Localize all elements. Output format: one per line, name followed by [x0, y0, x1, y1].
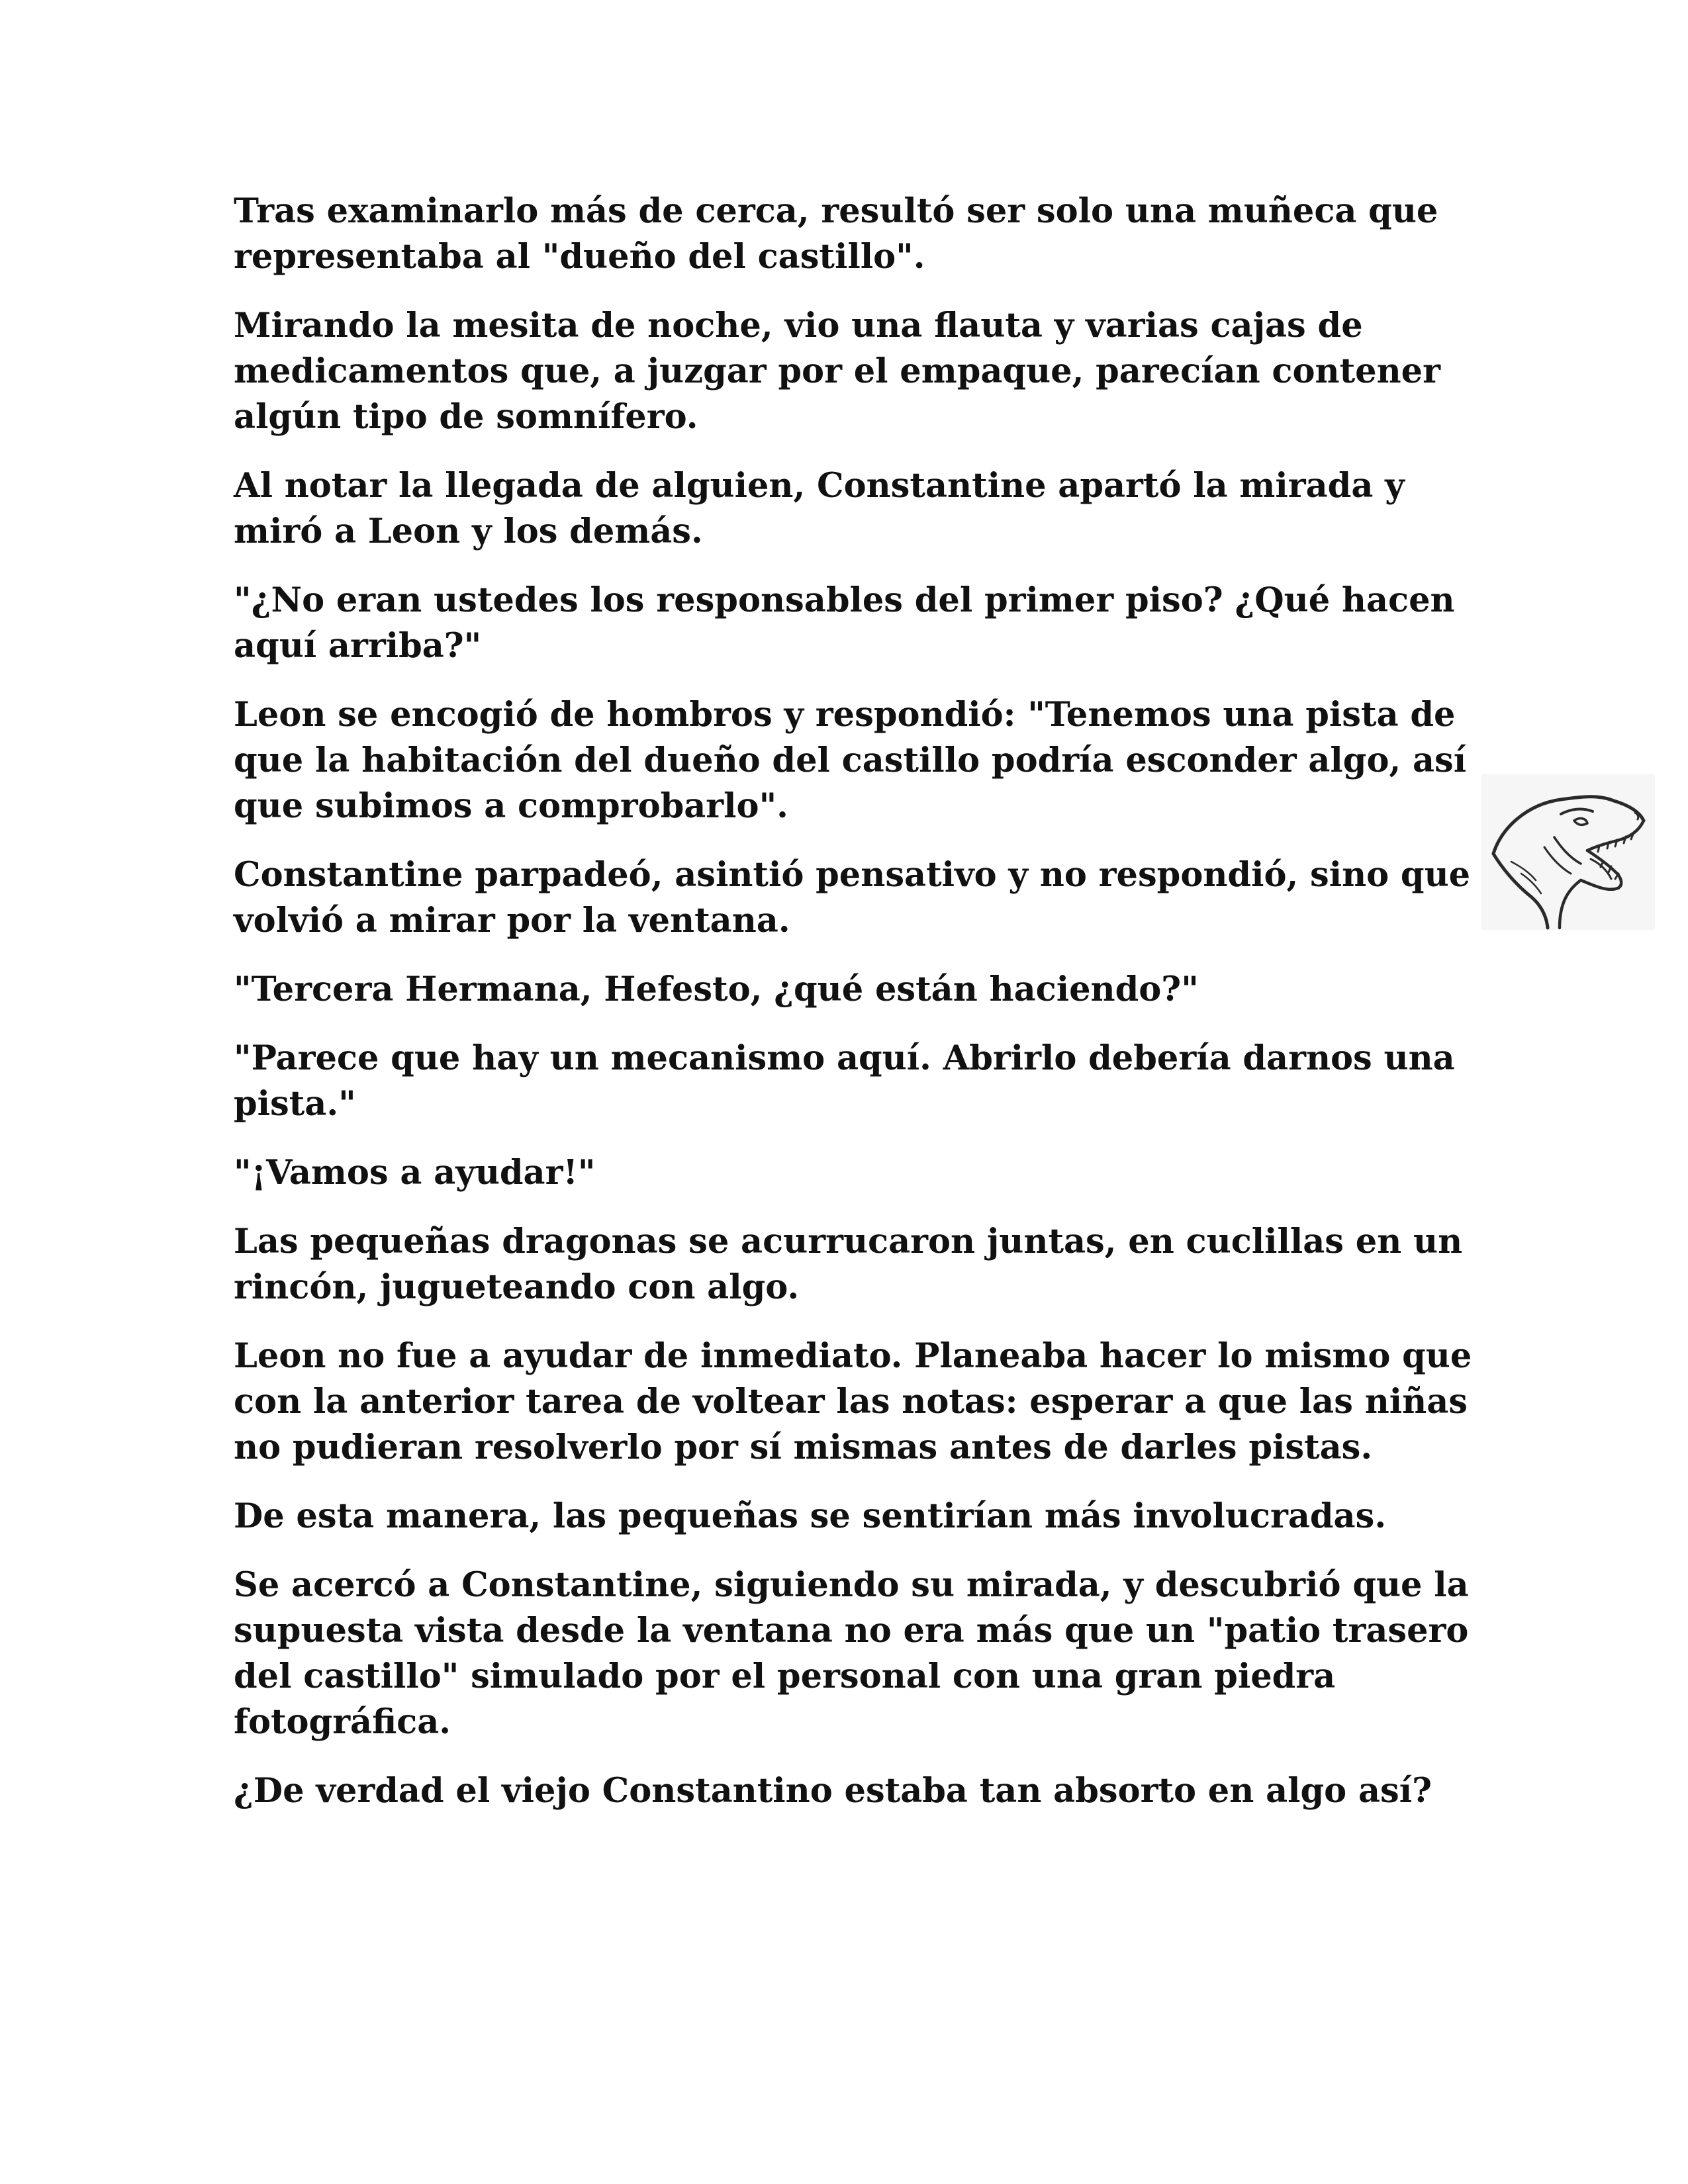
paragraph: "Tercera Hermana, Hefesto, ¿qué están haciendo?": [234, 970, 1199, 1009]
paragraph: Tras examinarlo más de cerca, resultó ser solo una muñeca que representaba al "dueño del castillo".: [234, 191, 1438, 277]
paragraph: Leon no fue a ayudar de inmediato. Planeaba hacer lo mismo que con la anterior tarea de voltear las notas: esperar a que las niñas no pudieran resolverlo por sí mismas antes de darles pistas.: [234, 1336, 1472, 1467]
dinosaur-head-sketch-icon: [1481, 774, 1655, 930]
paragraph: Leon se encogió de hombros y respondió: "Tenemos una pista de que la habitación del dueño del castillo podría esconder algo, así que subimos a comprobarlo".: [234, 695, 1467, 826]
paragraph: Al notar la llegada de alguien, Constantine apartó la mirada y miró a Leon y los demás.: [234, 466, 1405, 551]
paragraph: ¿De verdad el viejo Constantino estaba tan absorto en algo así?: [234, 1771, 1432, 1811]
paragraph: Se acercó a Constantine, siguiendo su mirada, y descubrió que la supuesta vista desde la ventana no era más que un "patio trasero del castillo" simulado por el personal con una gran piedra fotográfica.: [234, 1565, 1469, 1742]
paragraph: "¡Vamos a ayudar!": [234, 1153, 596, 1193]
paragraph: Constantine parpadeó, asintió pensativo y no respondió, sino que volvió a mirar por la ventana.: [234, 855, 1471, 940]
paragraph: Las pequeñas dragonas se acurrucaron juntas, en cuclillas en un rincón, jugueteando con algo.: [234, 1222, 1463, 1307]
paragraph: Mirando la mesita de noche, vio una flauta y varias cajas de medicamentos que, a juzgar por el empaque, parecían contener algún tipo de somnífero.: [234, 306, 1440, 437]
paragraph: De esta manera, las pequeñas se sentirían más involucradas.: [234, 1496, 1387, 1536]
paragraph: "¿No eran ustedes los responsables del primer piso? ¿Qué hacen aquí arriba?": [234, 580, 1455, 666]
paragraph: "Parece que hay un mecanismo aquí. Abrirlo debería darnos una pista.": [234, 1038, 1455, 1124]
body-text: [234, 189, 1491, 1837]
